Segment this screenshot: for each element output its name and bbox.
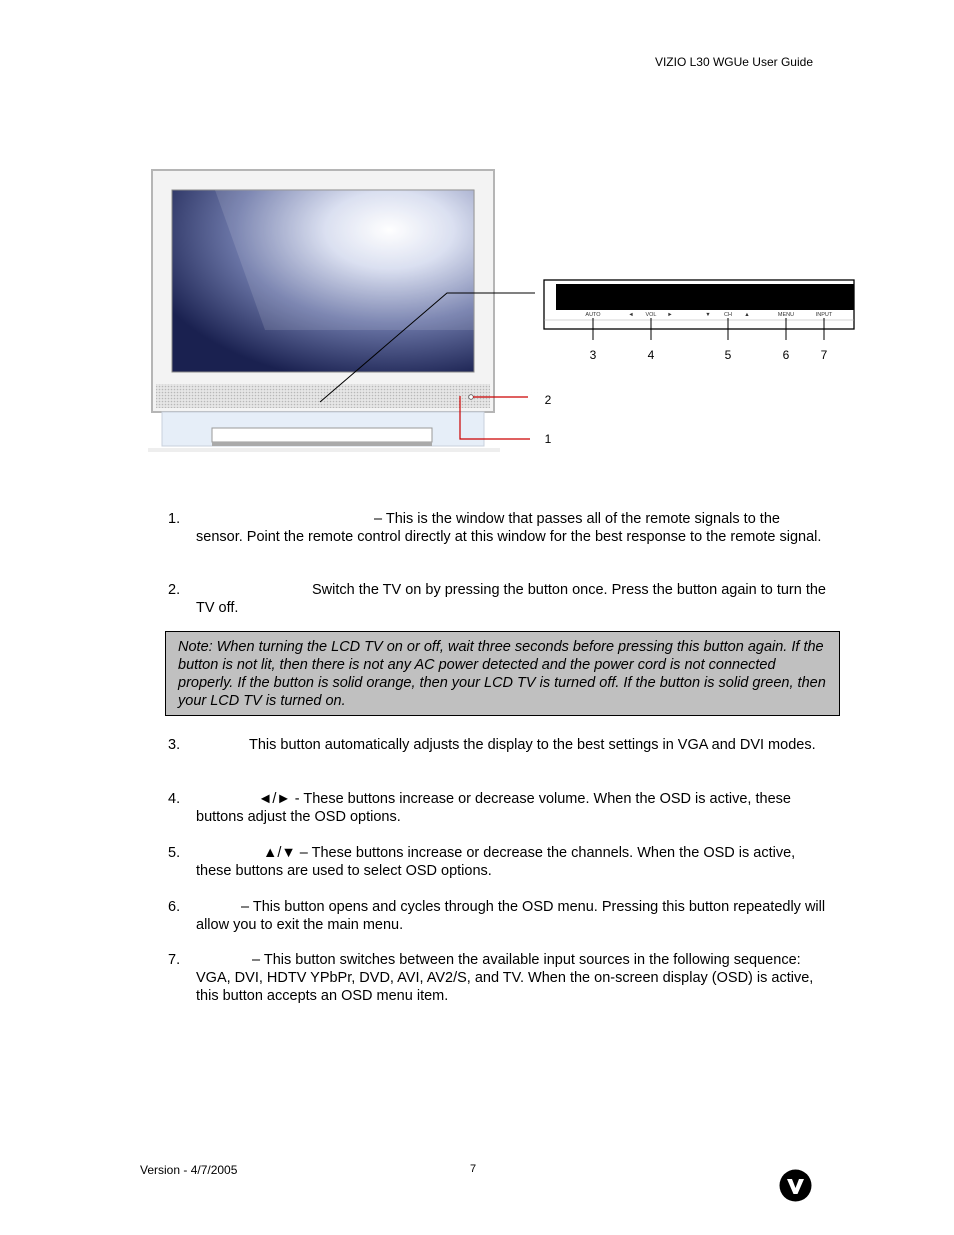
stand-base <box>212 428 432 442</box>
panel-label-input: INPUT <box>815 312 833 318</box>
panel-label-up-arrow: ▲ <box>744 312 750 318</box>
running-header: VIZIO L30 WGUe User Guide <box>654 55 813 69</box>
list-item <box>168 510 828 546</box>
panel-label-menu: MENU <box>777 312 795 318</box>
callout-5: 5 <box>724 348 732 362</box>
list-item <box>168 790 828 826</box>
item-number: 7. <box>168 952 181 968</box>
panel-label-right-arrow: ► <box>667 312 673 318</box>
item-number: 2. <box>168 582 181 598</box>
tv-front-panel-diagram <box>140 160 870 460</box>
callout-1: 1 <box>544 432 552 446</box>
item-text: – This is the window that passes all of the remote signals to the sensor. Point the remote control directly at this window for the best response to the remote signal. <box>196 511 822 545</box>
panel-label-down-arrow: ▼ <box>705 312 711 318</box>
list-item <box>168 898 828 934</box>
callout-6: 6 <box>782 348 790 362</box>
item-number: 4. <box>168 791 181 807</box>
panel-label-left-arrow: ◄ <box>628 312 634 318</box>
item-text: ▲/▼ – These buttons increase or decrease the channels. When the OSD is active, these buttons are used to select OSD options. <box>196 845 796 879</box>
callout-4: 4 <box>647 348 655 362</box>
callout-3: 3 <box>589 348 597 362</box>
panel-label-ch: CH <box>724 312 732 318</box>
item-number: 3. <box>168 737 181 753</box>
page-number: 7 <box>470 1163 477 1175</box>
item-number: 6. <box>168 899 181 915</box>
control-panel-strip <box>556 284 854 310</box>
panel-label-auto: AUTO <box>585 312 601 318</box>
speaker-grill <box>156 384 490 408</box>
vizio-logo-icon <box>779 1169 812 1202</box>
power-led <box>469 395 474 400</box>
item-text: Switch the TV on by pressing the button once. Press the button again to turn the TV off. <box>196 582 826 616</box>
item-text: ◄/► - These buttons increase or decrease volume. When the OSD is active, these buttons adjust the OSD options. <box>196 791 791 825</box>
item-text: – This button switches between the available input sources in the following sequence: VGA, DVI, HDTV YPbPr, DVD, AVI, AV2/S, and TV. When the on-screen display (OSD) is active, this button accepts an OSD menu item. <box>196 952 814 1004</box>
list-item <box>168 736 828 754</box>
panel-label-vol: VOL <box>645 312 657 318</box>
list-item <box>168 581 828 617</box>
version-footer: Version - 4/7/2005 <box>140 1163 238 1177</box>
note-box: Note: When turning the LCD TV on or off, wait three seconds before pressing this button again. If the button is not lit, then there is not any AC power detected and the power cord is not connected properly. If the button is solid orange, then your LCD TV is turned off. If the button is solid green, then your LCD TV is turned on. <box>165 631 840 716</box>
item-number: 5. <box>168 845 181 861</box>
item-number: 1. <box>168 511 181 527</box>
callout-7: 7 <box>820 348 828 362</box>
list-item <box>168 844 828 880</box>
item-text: – This button opens and cycles through the OSD menu. Pressing this button repeatedly will allow you to exit the main menu. <box>196 899 826 933</box>
callout-2: 2 <box>544 393 552 407</box>
list-item <box>168 951 828 1005</box>
item-text: This button automatically adjusts the display to the best settings in VGA and DVI modes. <box>249 737 816 753</box>
